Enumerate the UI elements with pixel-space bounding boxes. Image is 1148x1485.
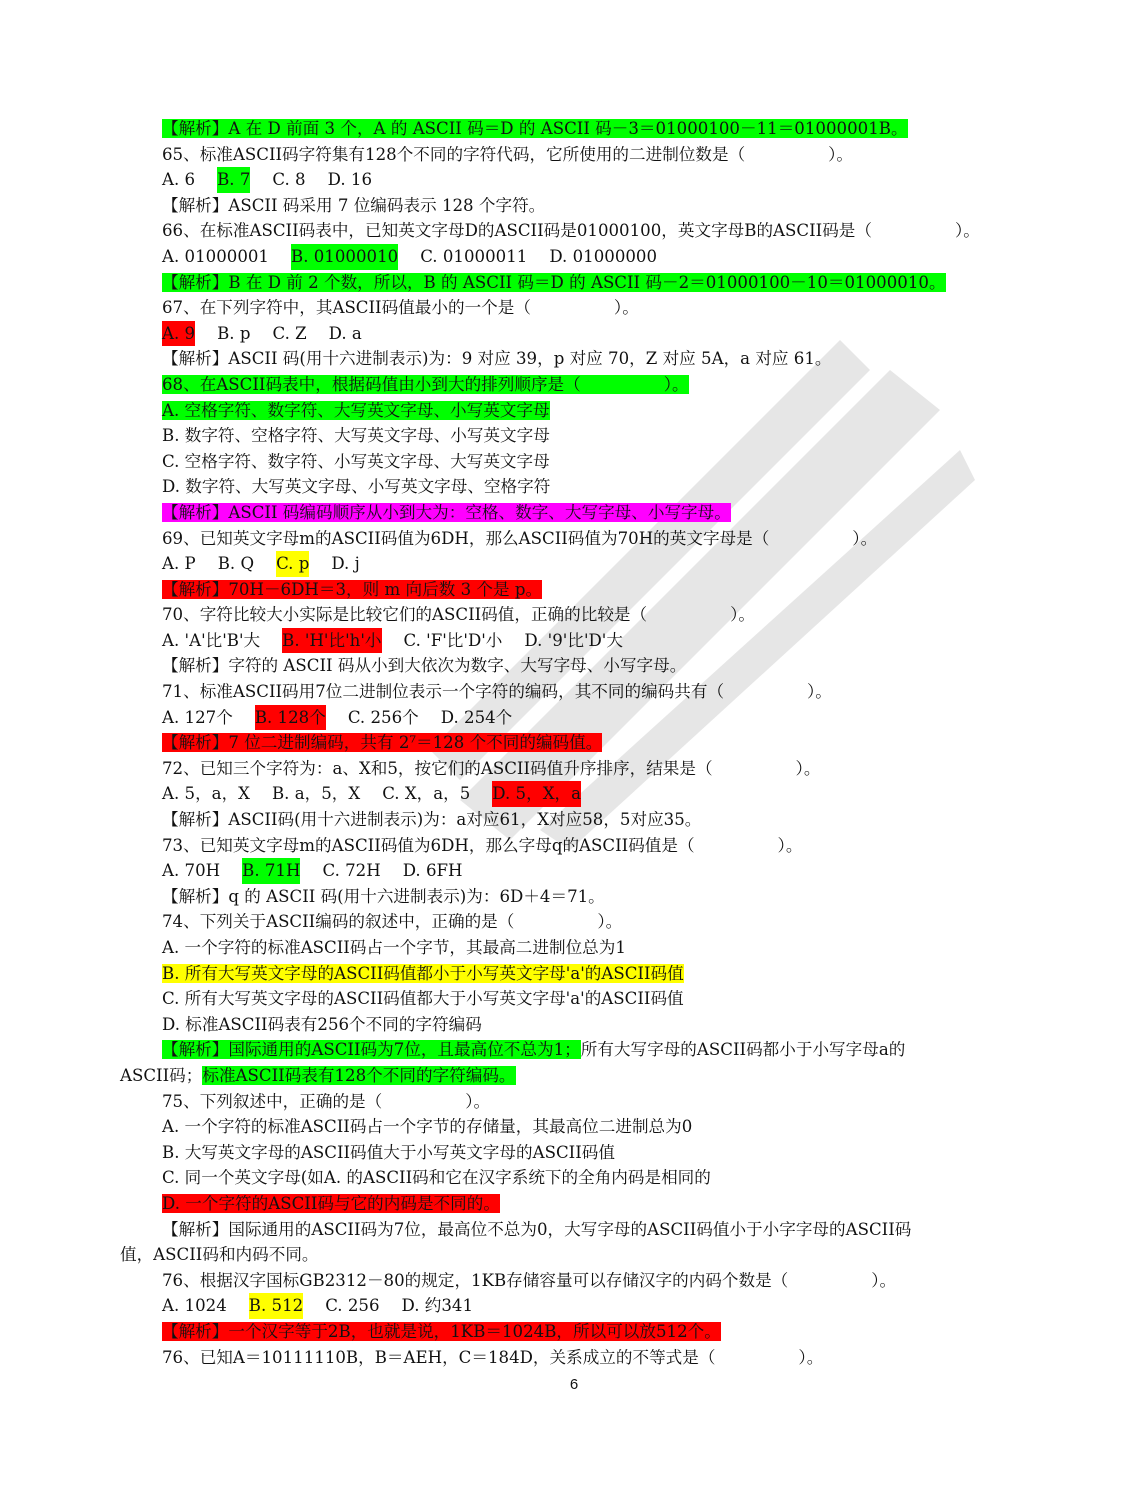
answer-option: B. 512 [249, 1293, 303, 1319]
text-line [162, 961, 1042, 987]
text-line [162, 1268, 1042, 1294]
text-line [162, 270, 1042, 296]
text-line [162, 500, 1042, 526]
text-line [162, 474, 1042, 500]
text-segment: A. 一个字符的标准ASCII码占一个字节的存储量，其最高位二进制总为0 [162, 1117, 693, 1137]
answer-option: A. 1024 [162, 1296, 227, 1316]
text-line [162, 1293, 1042, 1319]
answer-option: A. 70H [162, 861, 221, 881]
answer-option: B. 71H [242, 858, 300, 884]
answer-option: D. 5，X，a [492, 781, 581, 807]
text-segment: 【解析】一个汉字等于2B，也就是说，1KB＝1024B，所以可以放512个。 [162, 1321, 721, 1341]
answer-option: D. 01000000 [549, 246, 658, 266]
text-segment: 标准ASCII码表有128个不同的字符编码。 [202, 1065, 516, 1085]
text-line [162, 1114, 1042, 1140]
text-line [162, 1140, 1042, 1166]
answer-option: B. 'H'比'h'小 [282, 628, 381, 654]
answer-option: B. 7 [217, 167, 250, 193]
answer-option: D. 254个 [440, 707, 513, 727]
text-segment: 【解析】字符的 ASCII 码从小到大依次为数字、大写字母、小写字母。 [162, 656, 687, 676]
answer-option: C. 256个 [347, 707, 419, 727]
answer-option: C. 8 [272, 170, 306, 190]
text-line [162, 884, 1042, 910]
text-segment: B. 数字符、空格字符、大写英文字母、小写英文字母 [162, 426, 550, 446]
answer-option: C. 01000011 [420, 246, 528, 266]
text-segment: 【解析】ASCII码(用十六进制表示)为：a对应61，X对应58，5对应35。 [162, 810, 702, 830]
answer-option: C. p [276, 551, 309, 577]
text-line [162, 1165, 1042, 1191]
text-segment: C. 所有大写英文字母的ASCII码值都大于小写英文字母'a'的ASCII码值 [162, 989, 684, 1009]
text-line [162, 577, 1042, 603]
text-segment: B. 所有大写英文字母的ASCII码值都小于小写英文字母'a'的ASCII码值 [162, 963, 684, 983]
answer-option: B. p [217, 323, 251, 343]
answer-option: C. Z [272, 323, 307, 343]
text-line [162, 1037, 1042, 1063]
answer-option: A. 01000001 [162, 246, 269, 266]
text-line [162, 398, 1042, 424]
text-line [162, 781, 1042, 807]
text-segment: 70、字符比较大小实际是比较它们的ASCII码值，正确的比较是（ ）。 [162, 605, 755, 625]
answer-option: B. 128个 [255, 705, 326, 731]
text-line [162, 423, 1042, 449]
text-segment: 值，ASCII码和内码不同。 [120, 1245, 319, 1265]
answer-option: C. 256 [325, 1296, 380, 1316]
text-line [162, 372, 1042, 398]
text-line [162, 218, 1042, 244]
text-segment: 73、已知英文字母m的ASCII码值为6DH，那么字母q的ASCII码值是（ ）。 [162, 835, 803, 855]
text-segment: 74、下列关于ASCII编码的叙述中，正确的是（ ）。 [162, 912, 623, 932]
text-segment: 69、已知英文字母m的ASCII码值为6DH，那么ASCII码值为70H的英文字母是（ ）。 [162, 528, 878, 548]
text-segment: 76、已知A＝10111110B，B＝AEH，C＝184D，关系成立的不等式是（ ）。 [162, 1347, 824, 1367]
text-segment: 【解析】B 在 D 前 2 个数，所以，B 的 ASCII 码＝D 的 ASCII 码－2＝01000100－10＝01000010。 [162, 272, 946, 292]
text-segment: 【解析】国际通用的ASCII码为7位，最高位不总为0，大写字母的ASCII码值小于小字字母的ASCII码 [162, 1219, 912, 1239]
text-line [162, 1012, 1042, 1038]
text-line [162, 986, 1042, 1012]
text-line [162, 449, 1042, 475]
text-segment: 【解析】国际通用的ASCII码为7位，且最高位不总为1； [162, 1040, 581, 1060]
answer-option: D. j [331, 554, 360, 574]
text-line [162, 858, 1042, 884]
text-line [162, 909, 1042, 935]
text-segment: 66、在标准ASCII码表中，已知英文字母D的ASCII码是01000100，英文字母B的ASCII码是（ ）。 [162, 221, 980, 241]
document-body [120, 116, 1042, 1370]
text-line [162, 1345, 1042, 1371]
text-segment: 【解析】q 的 ASCII 码(用十六进制表示)为：6D＋4＝71。 [162, 886, 605, 906]
text-segment: C. 空格字符、数字符、小写英文字母、大写英文字母 [162, 451, 550, 471]
text-line [162, 653, 1042, 679]
text-line [162, 142, 1042, 168]
answer-option: D. 约341 [401, 1296, 474, 1316]
text-segment: A. 一个字符的标准ASCII码占一个字节，其最高二进制位总为1 [162, 938, 626, 957]
text-line [162, 346, 1042, 372]
text-line [162, 551, 1042, 577]
text-segment: 【解析】A 在 D 前面 3 个，A 的 ASCII 码＝D 的 ASCII 码－3＝01000100－11＝01000001B。 [162, 119, 908, 138]
text-segment: ASCII码； [120, 1065, 203, 1085]
text-segment: 76、根据汉字国标GB2312－80的规定，1KB存储容量可以存储汉字的内码个数是（ ）。 [162, 1270, 897, 1290]
answer-option: B. a，5，X [271, 784, 361, 804]
text-segment: 【解析】70H－6DH＝3，则 m 向后数 3 个是 p。 [162, 579, 543, 599]
text-segment: 【解析】7 位二进制编码，共有 2⁷＝128 个不同的编码值。 [162, 733, 603, 753]
text-line [162, 295, 1042, 321]
text-segment: 【解析】ASCII 码编码顺序从小到大为：空格、数字、大写字母、小写字母。 [162, 502, 731, 522]
answer-option: C. 'F'比'D'小 [403, 630, 503, 650]
text-line [162, 1217, 1042, 1243]
text-line [120, 1242, 1042, 1268]
answer-option: C. 72H [322, 861, 381, 881]
answer-option: A. 9 [162, 321, 195, 347]
answer-option: B. Q [217, 554, 255, 574]
text-segment: B. 大写英文字母的ASCII码值大于小写英文字母的ASCII码值 [162, 1142, 615, 1162]
answer-option: D. 16 [327, 170, 373, 190]
text-line [162, 679, 1042, 705]
text-line [162, 193, 1042, 219]
text-segment: D. 标准ASCII码表有256个不同的字符编码 [162, 1014, 482, 1034]
text-segment: 【解析】ASCII 码(用十六进制表示)为：9 对应 39，p 对应 70，Z 对应 5A，a 对应 61。 [162, 349, 832, 369]
text-segment: 75、下列叙述中，正确的是（ ）。 [162, 1091, 491, 1111]
text-line [162, 756, 1042, 782]
text-segment: D. 一个字符的ASCII码与它的内码是不同的。 [162, 1193, 500, 1213]
answer-option: A. 'A'比'B'大 [162, 630, 261, 650]
text-segment: 【解析】ASCII 码采用 7 位编码表示 128 个字符。 [162, 195, 546, 215]
answer-option: A. P [162, 554, 196, 574]
text-segment: A. 空格字符、数字符、大写英文字母、小写英文字母 [162, 400, 550, 420]
answer-option: C. X，a，5 [382, 784, 471, 804]
answer-option: B. 01000010 [291, 244, 398, 270]
text-line [162, 705, 1042, 731]
text-line [120, 1063, 1042, 1089]
text-segment: 68、在ASCII码表中，根据码值由小到大的排列顺序是（ ）。 [162, 374, 689, 394]
text-line [162, 1089, 1042, 1115]
answer-option: D. 6FH [402, 861, 463, 881]
text-segment: 所有大写字母的ASCII码都小于小写字母a的 [580, 1040, 906, 1060]
text-line [162, 244, 1042, 270]
text-segment: 67、在下列字符中，其ASCII码值最小的一个是（ ）。 [162, 298, 639, 318]
answer-option: A. 6 [162, 170, 196, 190]
text-line [162, 116, 1042, 142]
text-segment: D. 数字符、大写英文字母、小写英文字母、空格字符 [162, 477, 551, 497]
text-line [162, 833, 1042, 859]
text-line [162, 1319, 1042, 1345]
text-line [162, 321, 1042, 347]
page-number: 6 [569, 1376, 579, 1393]
text-segment: 65、标准ASCII码字符集有128个不同的字符代码，它所使用的二进制位数是（ ）。 [162, 144, 854, 164]
text-line [162, 628, 1042, 654]
text-line [162, 807, 1042, 833]
text-line [162, 1191, 1042, 1217]
text-line [162, 935, 1042, 961]
answer-option: D. '9'比'D'大 [524, 630, 623, 650]
text-line [162, 730, 1042, 756]
text-segment: 72、已知三个字符为：a、X和5，按它们的ASCII码值升序排序，结果是（ ）。 [162, 758, 821, 778]
answer-option: A. 5，a，X [162, 784, 250, 804]
answer-option: A. 127个 [162, 707, 233, 727]
text-line [162, 167, 1042, 193]
text-segment: C. 同一个英文字母(如A. 的ASCII码和它在汉字系统下的全角内码是相同的 [162, 1168, 711, 1188]
text-line [162, 602, 1042, 628]
answer-option: D. a [328, 323, 362, 343]
text-line [162, 526, 1042, 552]
text-segment: 71、标准ASCII码用7位二进制位表示一个字符的编码，其不同的编码共有（ ）。 [162, 682, 832, 702]
